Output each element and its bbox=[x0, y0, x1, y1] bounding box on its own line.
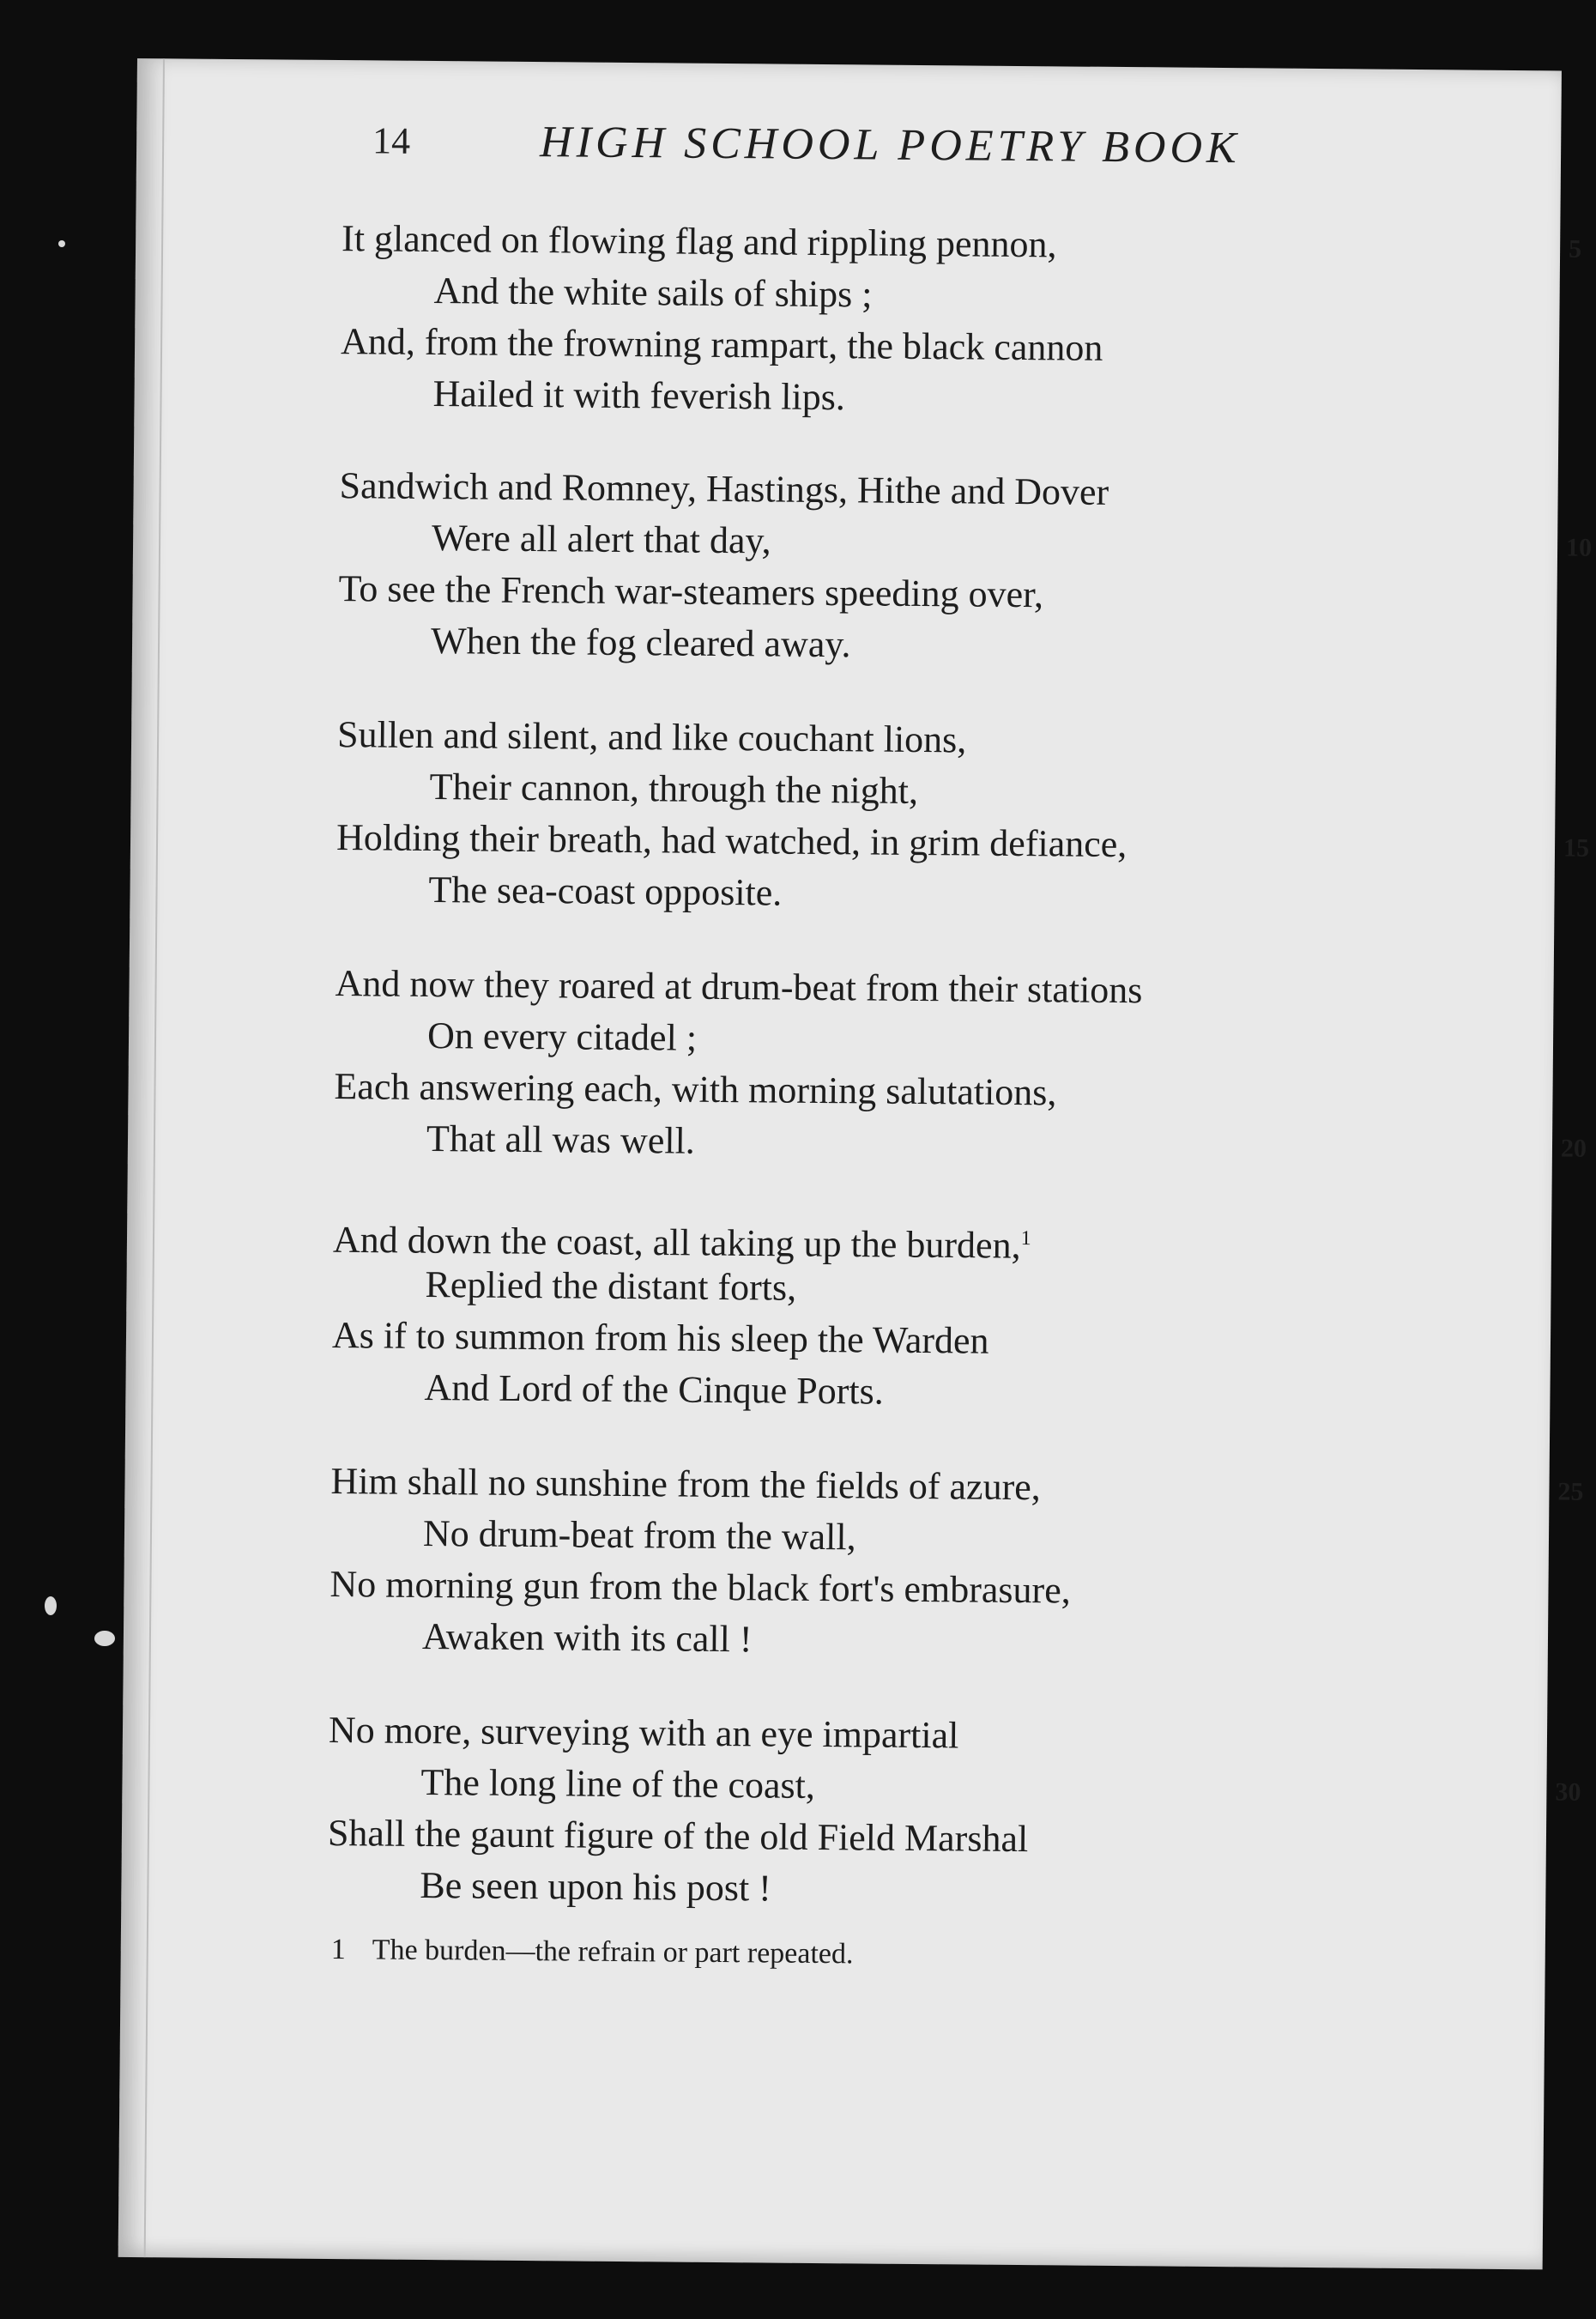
poem-line-text: No drum-beat from the wall, bbox=[422, 1511, 856, 1559]
book-page bbox=[118, 58, 1593, 2269]
poem-line-text: When the fog cleared away. bbox=[430, 620, 851, 666]
stanza bbox=[340, 213, 1582, 429]
page-number: 14 bbox=[372, 119, 411, 162]
poem-line-text: No morning gun from the black fort's embrasure, bbox=[329, 1563, 1071, 1612]
poem-line bbox=[336, 863, 1468, 925]
poem-line-text: That all was well. bbox=[426, 1117, 696, 1162]
footnote-reference: 1 bbox=[1020, 1227, 1031, 1250]
stanza bbox=[331, 1207, 1466, 1423]
poem-line-text: It glanced on flowing flag and rippling pennon, bbox=[341, 217, 1057, 266]
footnote-text: The burden—the refrain or part repeated. bbox=[372, 1934, 854, 1971]
line-number: 10 bbox=[1565, 533, 1593, 562]
line-number: 25 bbox=[1557, 1477, 1584, 1506]
footnote bbox=[331, 1934, 854, 1971]
poem-line-text: Each answering each, with morning salutations, bbox=[334, 1065, 1057, 1114]
poem-line-text: Replied the distant forts, bbox=[425, 1262, 797, 1309]
poem-line-text: As if to summon from his sleep the Warden bbox=[331, 1314, 989, 1362]
line-number: 30 bbox=[1555, 1777, 1581, 1807]
scan-speck bbox=[58, 240, 65, 247]
poem-line bbox=[331, 1361, 1464, 1423]
poem-line-text: Sandwich and Romney, Hastings, Hithe and Dover bbox=[339, 464, 1109, 513]
stanza bbox=[338, 460, 1593, 676]
footnote-mark: 1 bbox=[330, 1934, 346, 1966]
poem-line-text: On every citadel ; bbox=[426, 1014, 698, 1059]
poem-line-text: No more, surveying with an eye impartial bbox=[328, 1709, 959, 1757]
poem-line-text: Their cannon, through the night, bbox=[429, 766, 919, 812]
stanza bbox=[327, 1704, 1581, 1921]
line-number: 20 bbox=[1560, 1134, 1587, 1163]
poem-line-text: And now they roared at drum-beat from their stations bbox=[335, 962, 1143, 1012]
poem-line-text: Holding their breath, had watched, in grim defiance, bbox=[336, 816, 1127, 866]
poem-line-text: The long line of the coast, bbox=[420, 1760, 816, 1807]
line-number: 15 bbox=[1563, 833, 1590, 863]
page-header bbox=[136, 117, 1562, 197]
poem-line-text: And Lord of the Cinque Ports. bbox=[424, 1365, 884, 1413]
poem-line-text: Be seen upon his post ! bbox=[420, 1863, 772, 1910]
poem-line-text: And, from the frowning rampart, the black cannon bbox=[340, 320, 1103, 369]
poem-line-text: And down the coast, all taking up the burden, bbox=[332, 1218, 1021, 1267]
line-number: 5 bbox=[1568, 234, 1582, 263]
poem-line-text: Him shall no sunshine from the fields of azure, bbox=[330, 1460, 1041, 1509]
poem-line-text: Were all alert that day, bbox=[431, 517, 771, 562]
poem-line-text: And the white sails of ships ; bbox=[433, 269, 873, 316]
scan-speck bbox=[94, 1631, 115, 1646]
poem-line-text: Shall the gaunt figure of the old Field Marshal bbox=[327, 1812, 1029, 1861]
page-edge bbox=[144, 58, 165, 2257]
scan-speck bbox=[45, 1596, 57, 1615]
running-title: HIGH SCHOOL POETRY BOOK bbox=[539, 118, 1241, 173]
poem-line bbox=[338, 615, 1471, 676]
poem-line bbox=[334, 1112, 1587, 1174]
poem-line-text: Awaken with its call ! bbox=[421, 1614, 753, 1661]
poem-line bbox=[327, 1859, 1460, 1921]
stanza bbox=[336, 709, 1590, 925]
poem-line-text: Hailed it with feverish lips. bbox=[432, 372, 846, 419]
poem-line bbox=[329, 1610, 1462, 1672]
poem-line-text: The sea-coast opposite. bbox=[428, 869, 783, 914]
poem-line bbox=[340, 367, 1472, 429]
poem-line-text: Sullen and silent, and like couchant lions, bbox=[336, 713, 967, 761]
stanza bbox=[334, 958, 1587, 1174]
poem-line-text: To see the French war-steamers speeding over, bbox=[338, 567, 1044, 616]
stanza bbox=[329, 1456, 1584, 1672]
